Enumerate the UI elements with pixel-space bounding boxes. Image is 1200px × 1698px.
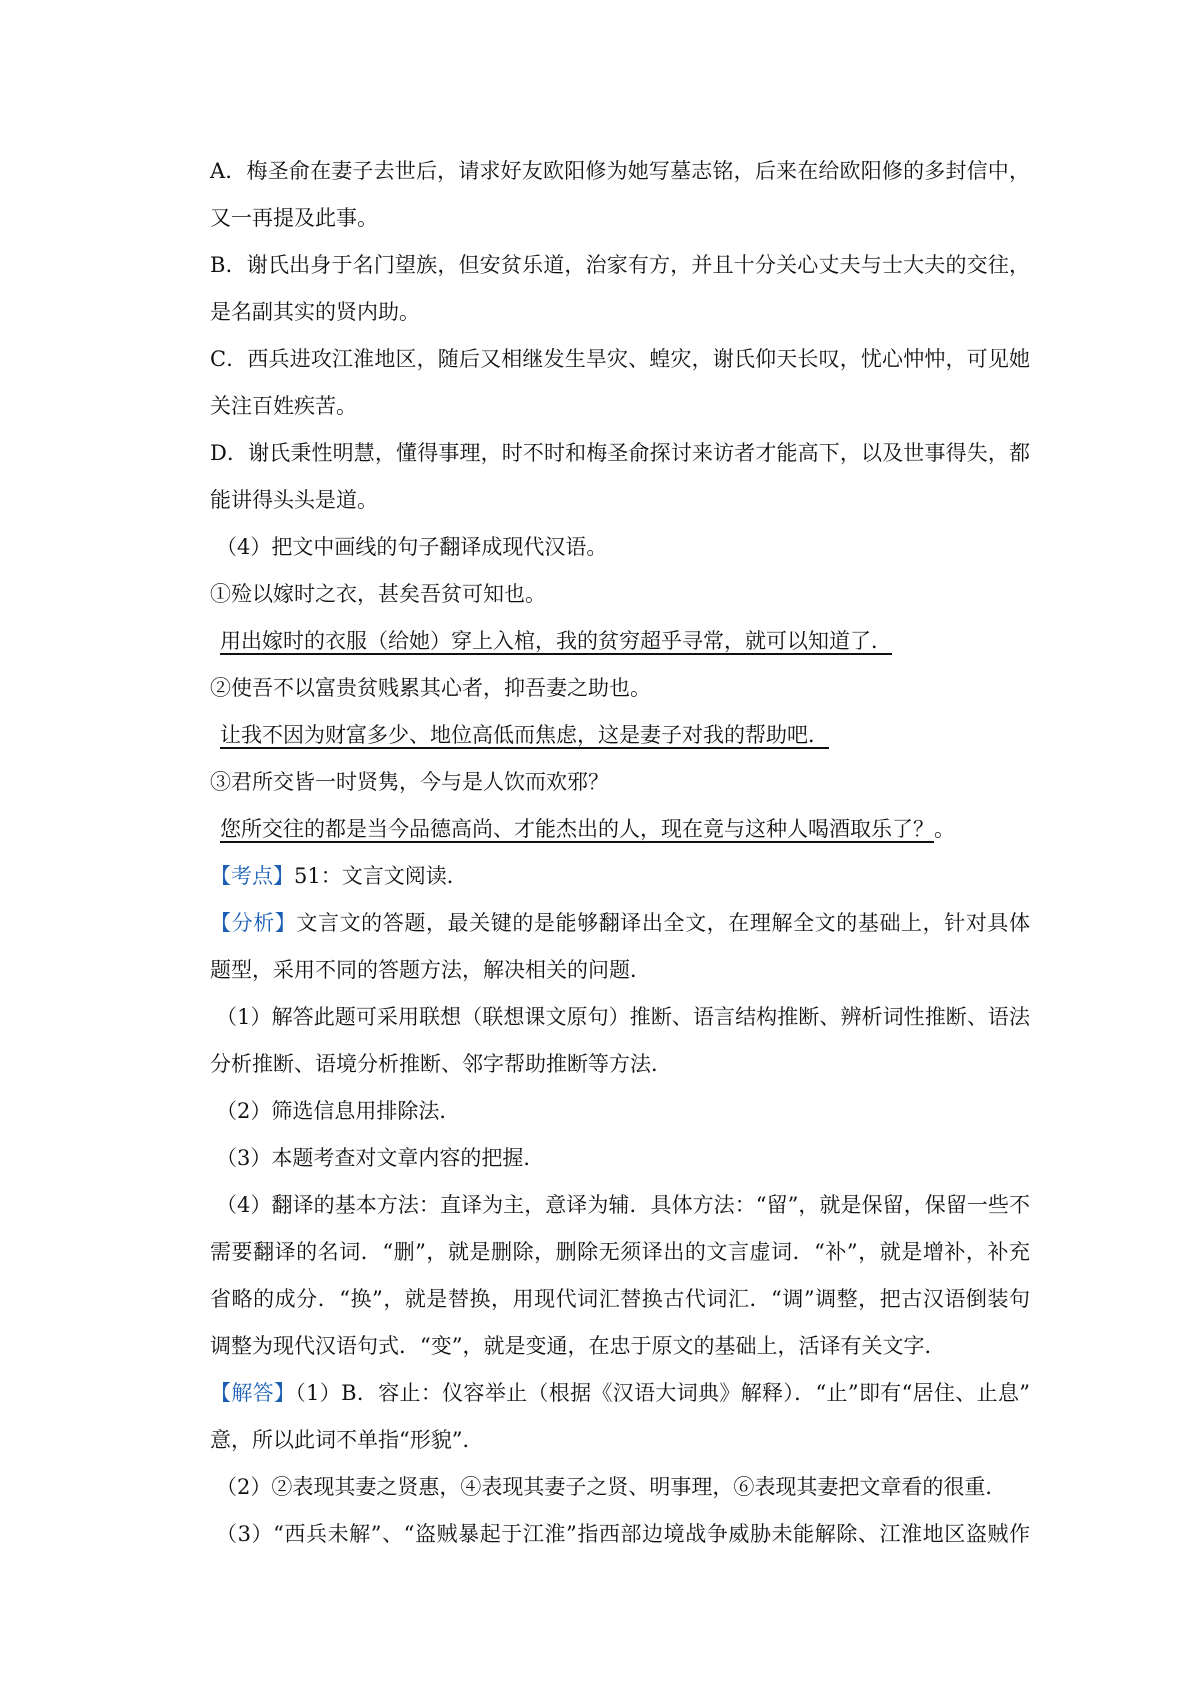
fenxi-line-1 (210, 900, 1030, 947)
method-4-line-2: 需要翻译的名词．“删”，就是删除，删除无须译出的文言虚词．“补”，就是增补，补充 (210, 1240, 1030, 1264)
sentence-2: ②使吾不以富贵贫贱累其心者，抑吾妻之助也。 (210, 676, 651, 700)
method-3: （3）本题考查对文章内容的把握． (216, 1146, 545, 1170)
answer-1 (210, 618, 1030, 665)
question-4-prompt: （4）把文中画线的句子翻译成现代汉语。 (216, 535, 608, 559)
jieda-text: （1）B．容止：仪容举止（根据《汉语大词典》解释）．“止”即有“居住、止息” (295, 1381, 1031, 1405)
sentence-1: ①殓以嫁时之衣，甚矣吾贫可知也。 (210, 582, 546, 606)
kaodian-tag: 【考点】 (210, 864, 294, 888)
kaodian-line (210, 853, 1030, 900)
answer-3 (210, 806, 1030, 853)
answer-3-tail: 。 (934, 817, 955, 841)
method-4-line-4: 调整为现代汉语句式．“变”，就是变通，在忠于原文的基础上，活译有关文字． (210, 1334, 946, 1358)
jieda-3: （3）“西兵未解”、“盗贼暴起于江淮”指西部边境战争威胁未能解除、江淮地区盗贼作 (216, 1522, 1030, 1546)
jieda-line-2: 意，所以此词不单指“形貌”． (210, 1428, 484, 1452)
option-d-line-1: D．谢氏秉性明慧，懂得事理，时不时和梅圣俞探讨来访者才能高下，以及世事得失，都 (210, 441, 1030, 465)
answer-1-text: 用出嫁时的衣服（给她）穿上入棺，我的贫穷超乎寻常，就可以知道了． (220, 629, 892, 653)
method-2: （2）筛选信息用排除法． (216, 1099, 461, 1123)
method-1-line-2: 分析推断、语境分析推断、邻字帮助推断等方法． (210, 1052, 672, 1076)
option-a-line-2: 又一再提及此事。 (210, 206, 378, 230)
option-a-line-1: A．梅圣俞在妻子去世后，请求好友欧阳修为她写墓志铭，后来在给欧阳修的多封信中， (210, 159, 1030, 183)
option-c-line-1: C．西兵进攻江淮地区，随后又相继发生旱灾、蝗灾，谢氏仰天长叹，忧心忡忡，可见她 (210, 347, 1030, 371)
fenxi-text: 文言文的答题，最关键的是能够翻译出全文，在理解全文的基础上，针对具体 (296, 911, 1031, 935)
answer-2-text: 让我不因为财富多少、地位高低而焦虑，这是妻子对我的帮助吧． (220, 723, 829, 747)
jieda-line-1 (210, 1370, 1030, 1417)
jieda-tag: 【解答】 (210, 1381, 296, 1405)
answer-2 (210, 712, 1030, 759)
jieda-2: （2）②表现其妻之贤惠，④表现其妻子之贤、明事理，⑥表现其妻把文章看的很重． (216, 1475, 1007, 1499)
option-d-line-2: 能讲得头头是道。 (210, 488, 378, 512)
option-b-line-2: 是名副其实的贤内助。 (210, 300, 420, 324)
fenxi-line-2: 题型，采用不同的答题方法，解决相关的问题． (210, 958, 651, 982)
answer-3-text: 您所交往的都是当今品德高尚、才能杰出的人，现在竟与这种人喝酒取乐了？ (220, 817, 934, 841)
method-1-line-1: （1）解答此题可采用联想（联想课文原句）推断、语言结构推断、辨析词性推断、语法 (216, 1005, 1030, 1029)
option-c-line-2: 关注百姓疾苦。 (210, 394, 357, 418)
kaodian-text: 51：文言文阅读． (294, 864, 468, 888)
fenxi-tag: 【分析】 (210, 911, 297, 935)
document-body (210, 148, 1030, 1558)
method-4-line-1: （4）翻译的基本方法：直译为主，意译为辅．具体方法：“留”，就是保留，保留一些不 (216, 1193, 1030, 1217)
method-4-line-3: 省略的成分．“换”，就是替换，用现代词汇替换古代词汇．“调”调整，把古汉语倒装句 (210, 1287, 1030, 1311)
option-b-line-1: B．谢氏出身于名门望族，但安贫乐道，治家有方，并且十分关心丈夫与士大夫的交往， (210, 253, 1030, 277)
sentence-3: ③君所交皆一时贤隽，今与是人饮而欢邪？ (210, 770, 609, 794)
